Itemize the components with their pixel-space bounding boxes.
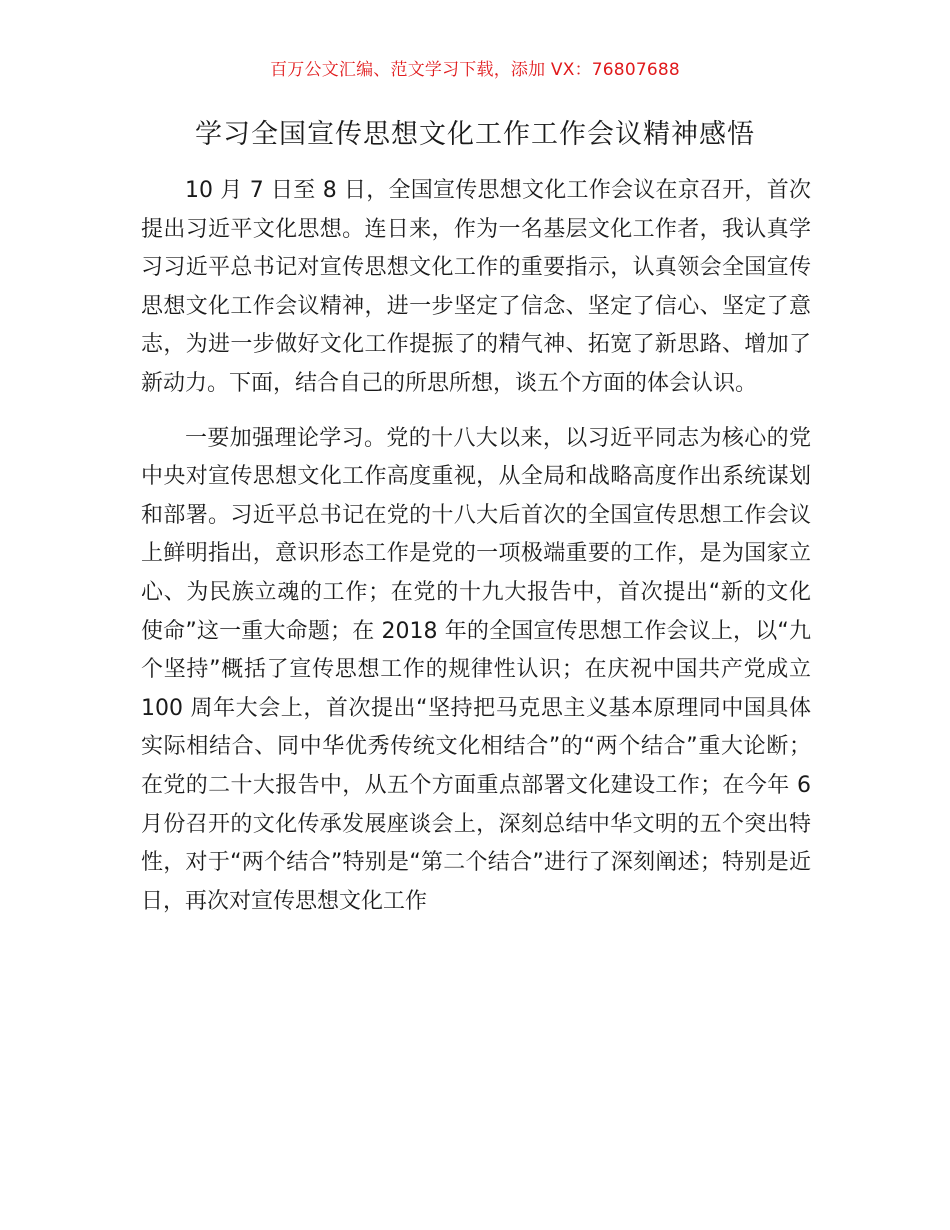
paragraph-intro: 10 月 7 日至 8 日，全国宣传思想文化工作会议在京召开，首次提出习近平文化思想。连日来，作为一名基层文化工作者，我认真学习习近平总书记对宣传思想文化工作的重要指示，认真领会全国宣传思想文化工作会议精神，进一步坚定了信念、坚定了信心、坚定了意志，为进一步做好文化工作提振了的精气神、拓宽了新思路、增加了新动力。下面，结合自己的所思所想，谈五个方面的体会认识。 — [141, 178, 811, 396]
header-watermark-note: 百万公文汇编、范文学习下载，添加 VX：76807688 — [270, 60, 680, 80]
document-body — [141, 172, 811, 921]
paragraph-theory-study: 一要加强理论学习。党的十八大以来，以习近平同志为核心的党中央对宣传思想文化工作高度重视，从全局和战略高度作出系统谋划和部署。习近平总书记在党的十八大后首次的全国宣传思想工作会议上鲜明指出，意识形态工作是党的一项极端重要的工作，是为国家立心、为民族立魂的工作；在党的十九大报告中，首次提出“新的文化使命”这一重大命题；在 2018 年的全国宣传思想工作会议上，以“九个坚持”概括了宣传思想工作的规律性认识；在庆祝中国共产党成立 100 周年大会上，首次提出“坚持把马克思主义基本原理同中国具体实际相结合、同中华优秀传统文化相结合”的“两个结合”重大论断；在党的二十大报告中，从五个方面重点部署文化建设工作；在今年 6 月份召开的文化传承发展座谈会上，深刻总结中华文明的五个突出特性，对于“两个结合”特别是“第二个结合”进行了深刻阐述；特别是近日，再次对宣传思想文化工作 — [141, 425, 811, 914]
document-title: 学习全国宣传思想文化工作工作会议精神感悟 — [195, 119, 755, 150]
